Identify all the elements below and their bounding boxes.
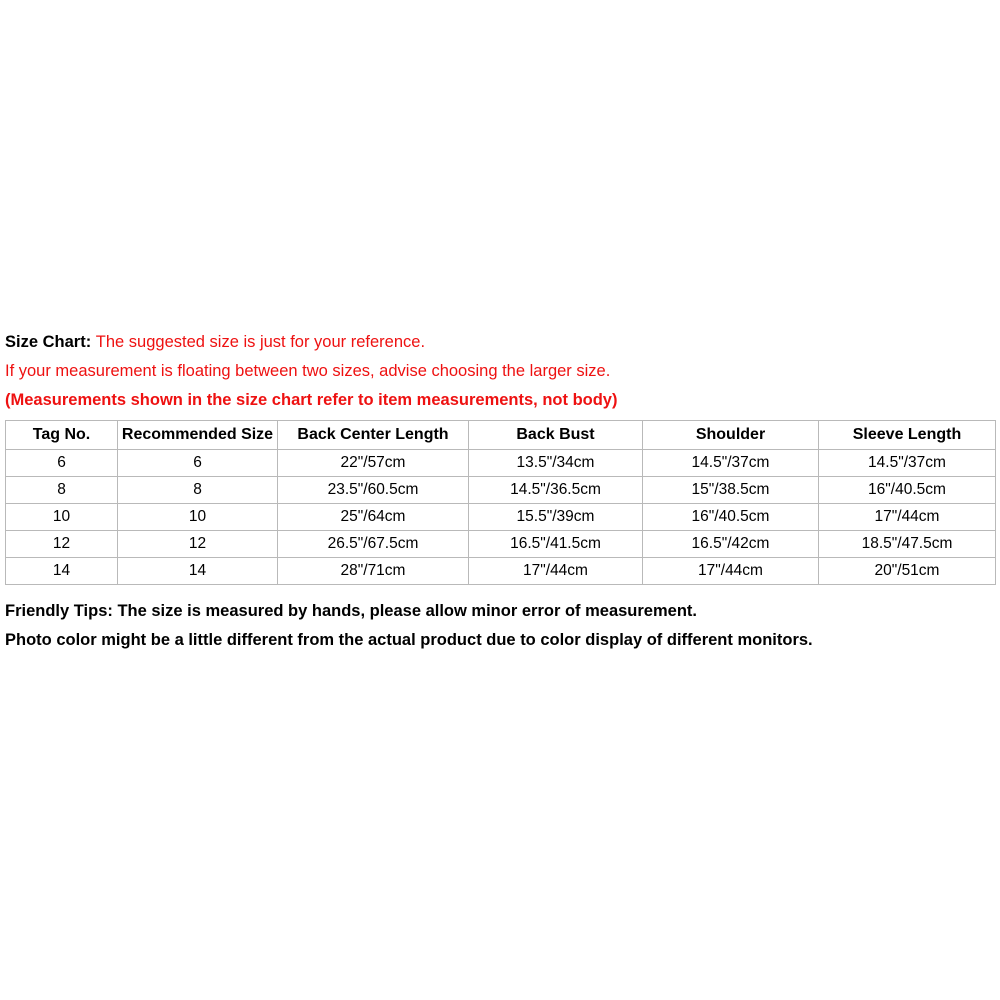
- table-row: [6, 504, 996, 531]
- cell-back-center-length: 25"/64cm: [278, 504, 469, 531]
- table-row: [6, 450, 996, 477]
- cell-sleeve-length: 18.5"/47.5cm: [819, 531, 996, 558]
- column-header-back-center-length: Back Center Length: [278, 421, 469, 450]
- size-chart-table: [5, 420, 996, 585]
- table-row: [6, 477, 996, 504]
- cell-back-bust: 17"/44cm: [469, 558, 643, 585]
- size-chart-measurements-note: (Measurements shown in the size chart refer to item measurements, not body): [5, 391, 618, 409]
- cell-tag-no: 14: [6, 558, 118, 585]
- cell-back-center-length: 26.5"/67.5cm: [278, 531, 469, 558]
- cell-tag-no: 10: [6, 504, 118, 531]
- table-row: [6, 531, 996, 558]
- cell-back-bust: 14.5"/36.5cm: [469, 477, 643, 504]
- table-header-row: [6, 421, 996, 450]
- cell-recommended-size: 8: [118, 477, 278, 504]
- table-row: [6, 558, 996, 585]
- cell-recommended-size: 14: [118, 558, 278, 585]
- cell-shoulder: 16"/40.5cm: [643, 504, 819, 531]
- cell-tag-no: 6: [6, 450, 118, 477]
- size-chart-floating-text: If your measurement is floating between two sizes, advise choosing the larger size.: [5, 362, 611, 380]
- friendly-tips-line-1: Friendly Tips: The size is measured by hands, please allow minor error of measurement.: [5, 602, 697, 620]
- friendly-tips-line-2: Photo color might be a little different from the actual product due to color display of different monitors.: [5, 631, 813, 649]
- cell-tag-no: 12: [6, 531, 118, 558]
- cell-sleeve-length: 16"/40.5cm: [819, 477, 996, 504]
- size-chart-colon: :: [85, 333, 96, 351]
- column-header-sleeve-length: Sleeve Length: [819, 421, 996, 450]
- cell-tag-no: 8: [6, 477, 118, 504]
- cell-sleeve-length: 17"/44cm: [819, 504, 996, 531]
- cell-shoulder: 14.5"/37cm: [643, 450, 819, 477]
- size-chart-content: [5, 328, 995, 655]
- cell-back-bust: 15.5"/39cm: [469, 504, 643, 531]
- size-chart-heading-line: [5, 328, 995, 357]
- size-chart-label: Size Chart: [5, 333, 86, 351]
- column-header-back-bust: Back Bust: [469, 421, 643, 450]
- cell-shoulder: 15"/38.5cm: [643, 477, 819, 504]
- cell-shoulder: 17"/44cm: [643, 558, 819, 585]
- cell-back-bust: 13.5"/34cm: [469, 450, 643, 477]
- friendly-tips: [5, 597, 995, 655]
- cell-recommended-size: 10: [118, 504, 278, 531]
- column-header-shoulder: Shoulder: [643, 421, 819, 450]
- column-header-tag-no: Tag No.: [6, 421, 118, 450]
- cell-sleeve-length: 20"/51cm: [819, 558, 996, 585]
- cell-back-center-length: 22"/57cm: [278, 450, 469, 477]
- cell-shoulder: 16.5"/42cm: [643, 531, 819, 558]
- cell-back-center-length: 23.5"/60.5cm: [278, 477, 469, 504]
- size-chart-suggested-text: The suggested size is just for your reference.: [95, 333, 426, 351]
- cell-back-bust: 16.5"/41.5cm: [469, 531, 643, 558]
- cell-sleeve-length: 14.5"/37cm: [819, 450, 996, 477]
- cell-recommended-size: 6: [118, 450, 278, 477]
- cell-recommended-size: 12: [118, 531, 278, 558]
- cell-back-center-length: 28"/71cm: [278, 558, 469, 585]
- column-header-recommended-size: Recommended Size: [118, 421, 278, 450]
